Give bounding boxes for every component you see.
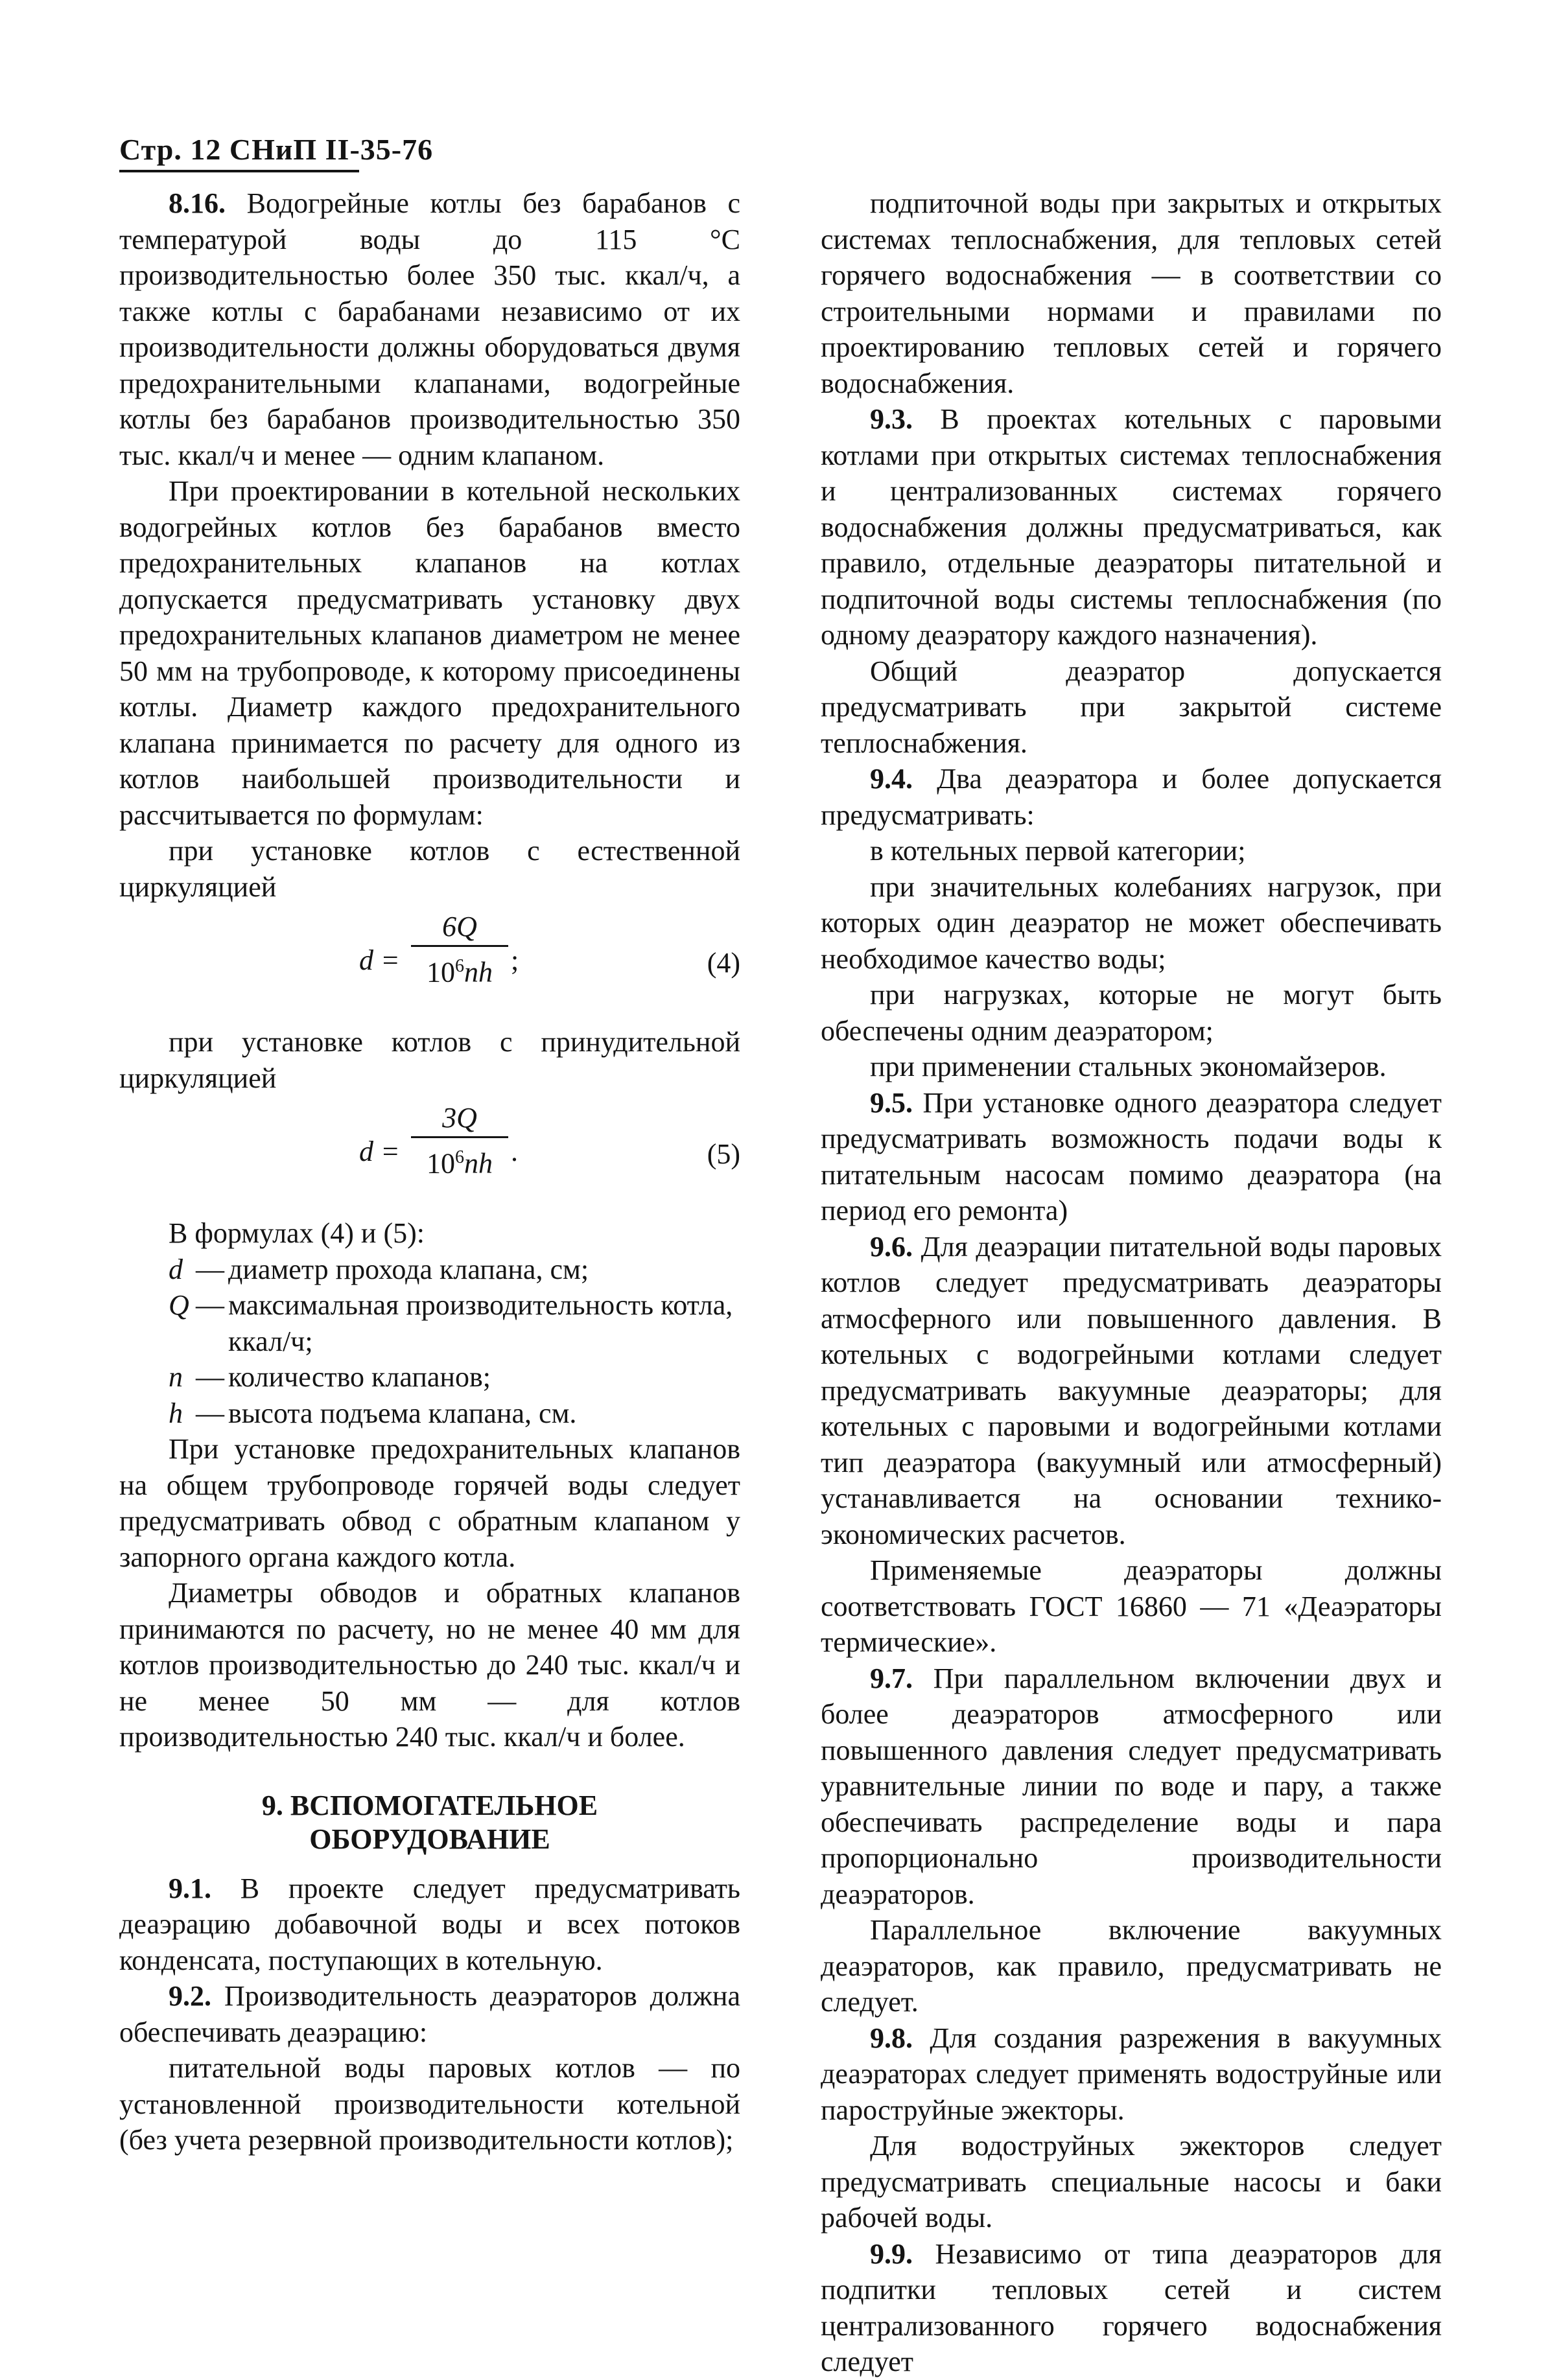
den-rest: nh: [464, 1147, 493, 1180]
paragraph-9-2: [119, 1978, 740, 2050]
clause-number: 9.8.: [870, 2022, 913, 2054]
formula-denominator: [411, 947, 508, 992]
equation-number: (5): [707, 1138, 740, 1170]
clause-number: 9.1.: [169, 1872, 211, 1904]
paragraph-diameters: Диаметры обводов и обратных клапанов принимаются по расчету, но не менее 40 мм для котлов производительностью до 240 тыс. ккал/ч и не менее 50 мм — для котлов производительностью 240 тыс. ккал/ч и более.: [119, 1577, 740, 1753]
paragraph-9-9: [821, 2236, 1442, 2380]
paragraph-text: В проектах котельных с паровыми котлами при открытых системах теплоснабжения и централизованных системах горячего водоснабжения должны предусматриваться, как правило, отдельные деаэраторы питательной и подпиточной воды системы теплоснабжения (по одному деаэратору каждого назначения).: [821, 403, 1442, 651]
right-column: [821, 185, 1442, 2380]
list-item: в котельных первой категории;: [870, 835, 1246, 867]
formula-lhs: d =: [359, 1136, 400, 1167]
formula-fraction: [411, 910, 508, 992]
paragraph-9-2-c: подпиточной воды при закрытых и открытых системах теплоснабжения, для тепловых сетей горячего водоснабжения — в соответствии со строительными нормами и правилами по проектированию тепловых сетей и горячего водоснабжения.: [821, 187, 1442, 399]
clause-number: 9.2.: [169, 1980, 211, 2012]
den-base: 10: [427, 956, 455, 988]
definition-symbol: d: [169, 1253, 183, 1285]
clause-number: 9.3.: [870, 403, 913, 435]
paragraph-text: Водогрейные котлы без барабанов с температурой воды до 115 °С производительностью более 350 тыс. ккал/ч, а также котлы с барабанами независимо от их производительности должны оборудоваться двумя предохранительными клапанами, водогрейные котлы без барабанов производительностью 350 тыс. ккал/ч и менее — одним клапаном.: [119, 187, 740, 471]
clause-number: 9.9.: [870, 2237, 913, 2270]
paragraph-text: Независимо от типа деаэраторов для подпитки тепловых сетей и систем централизованного горячего водоснабжения следует: [821, 2237, 1442, 2377]
section-title: [119, 1789, 740, 1856]
page-header: Стр. 12 СНиП II-35-76: [119, 133, 434, 166]
formula-end: ;: [511, 944, 519, 976]
header-rule: [119, 170, 359, 172]
paragraph-text: В проекте следует предусматривать деаэрацию добавочной воды и всех потоков конденсата, поступающих в котельную.: [119, 1872, 740, 1976]
list-item: при нагрузках, которые не могут быть обеспечены одним деаэратором;: [821, 979, 1442, 1047]
definition-symbol: n: [169, 1361, 183, 1393]
clause-number: 8.16.: [169, 187, 226, 219]
clause-number: 9.4.: [870, 763, 913, 795]
formula-numerator: 3Q: [411, 1101, 508, 1138]
definition-symbol: Q: [169, 1289, 189, 1321]
paragraph-bypass: При установке предохранительных клапанов на общем трубопроводе горячей воды следует предусматривать обвод с обратным клапаном у запорного органа каждого котла.: [119, 1433, 740, 1573]
paragraph-9-2-b: питательной воды паровых котлов — по установленной производительности котельной (без учета резервной производительности котлов);: [119, 2052, 740, 2156]
definition-dash: —: [196, 1253, 224, 1285]
definition-dash: —: [196, 1361, 224, 1393]
formula-lhs: d =: [359, 944, 400, 976]
paragraph-text: Производительность деаэраторов должна обеспечивать деаэрацию:: [119, 1980, 740, 2048]
paragraph-9-6: [821, 1229, 1442, 1553]
left-column: [119, 185, 740, 2158]
definitions-list: [119, 1252, 740, 1432]
section-title-line: ОБОРУДОВАНИЕ: [309, 1823, 550, 1855]
forced-circulation-intro: при установке котлов с принудительной циркуляцией: [119, 1026, 740, 1094]
formula-end: .: [511, 1136, 518, 1167]
paragraph-text: Для деаэрации питательной воды паровых котлов следует предусматривать деаэраторы атмосферного или повышенного давления. В котельных с водогрейными котлами следует предусматривать вакуумные деаэраторы; для котельных с паровыми и водогрейными котлами тип деаэратора (вакуумный или атмосферный) устанавливается на основании технико-экономических расчетов.: [821, 1230, 1442, 1550]
section-title-line: 9. ВСПОМОГАТЕЛЬНОЕ: [261, 1789, 598, 1821]
paragraph-9-5: [821, 1085, 1442, 1229]
natural-circulation-intro: при установке котлов с естественной циркуляцией: [119, 835, 740, 903]
paragraph-text: Для создания разрежения в вакуумных деаэраторах следует применять водоструйные или пароструйные эжекторы.: [821, 2022, 1442, 2126]
paragraph-9-3: [821, 401, 1442, 653]
paragraph-9-7: [821, 1661, 1442, 1913]
paragraph-9-4: [821, 761, 1442, 833]
clause-number: 9.5.: [870, 1086, 913, 1119]
definition-text: максимальная производительность котла, ккал/ч;: [228, 1289, 733, 1357]
paragraph-8-16-b: При проектировании в котельной нескольких водогрейных котлов без барабанов вместо предохранительных клапанов на котлах допускается предусматривать установку двух предохранительных клапанов диаметром не менее 50 мм на трубопроводе, к которому присоединены котлы. Диаметр каждого предохранительного клапана принимается по расчету для одного из котлов наибольшей производительности и рассчитывается по формулам:: [119, 475, 740, 831]
definition-dash: —: [196, 1289, 224, 1321]
definition-item: [119, 1287, 740, 1359]
list-item: при применении стальных экономайзеров.: [870, 1051, 1387, 1082]
definition-text: высота подъема клапана, см.: [228, 1397, 577, 1429]
list-item: при значительных колебаниях нагрузок, при которых один деаэратор не может обеспечивать необходимое качество воды;: [821, 870, 1442, 975]
paragraph-text: При параллельном включении двух и более деаэраторов атмосферного или повышенного давления следует предусматривать уравнительные линии по воде и пару, а также обеспечивать распределение воды и пара пропорционально производительности деаэраторов.: [821, 1662, 1442, 1910]
paragraph-9-3-b: Общий деаэратор допускается предусматривать при закрытой системе теплоснабжения.: [821, 655, 1442, 759]
paragraph-9-6-b: Применяемые деаэраторы должны соответствовать ГОСТ 16860 — 71 «Деаэраторы термические».: [821, 1554, 1442, 1658]
paragraph-9-1: [119, 1871, 740, 1979]
formula-4: [119, 905, 740, 1024]
definitions-intro: В формулах (4) и (5):: [169, 1217, 425, 1249]
paragraph-9-7-b: Параллельное включение вакуумных деаэраторов, как правило, предусматривать не следует.: [821, 1914, 1442, 2018]
definition-dash: —: [196, 1397, 224, 1429]
equation-number: (4): [707, 947, 740, 979]
paragraph-9-8: [821, 2020, 1442, 2129]
definition-item: [119, 1252, 740, 1288]
formula-denominator: [411, 1138, 508, 1184]
clause-number: 9.7.: [870, 1662, 913, 1694]
definition-text: диаметр прохода клапана, см;: [228, 1253, 589, 1285]
definition-symbol: h: [169, 1397, 183, 1429]
definition-text: количество клапанов;: [228, 1361, 491, 1393]
den-rest: nh: [464, 956, 493, 988]
formula-fraction: [411, 1101, 508, 1184]
definition-item: [119, 1395, 740, 1432]
den-exponent: 6: [455, 956, 464, 976]
formula-5: [119, 1096, 740, 1215]
paragraph-9-8-b: Для водоструйных эжекторов следует предусматривать специальные насосы и баки рабочей воды.: [821, 2130, 1442, 2234]
paragraph-8-16: [119, 185, 740, 473]
paragraph-text: Два деаэратора и более допускается предусматривать:: [821, 763, 1442, 831]
den-exponent: 6: [455, 1147, 464, 1167]
clause-number: 9.6.: [870, 1230, 913, 1263]
paragraph-text: При установке одного деаэратора следует предусматривать возможность подачи воды к питательным насосам помимо деаэратора (на период его ремонта): [821, 1086, 1442, 1226]
formula-numerator: 6Q: [411, 910, 508, 947]
den-base: 10: [427, 1147, 455, 1180]
definition-item: [119, 1359, 740, 1395]
